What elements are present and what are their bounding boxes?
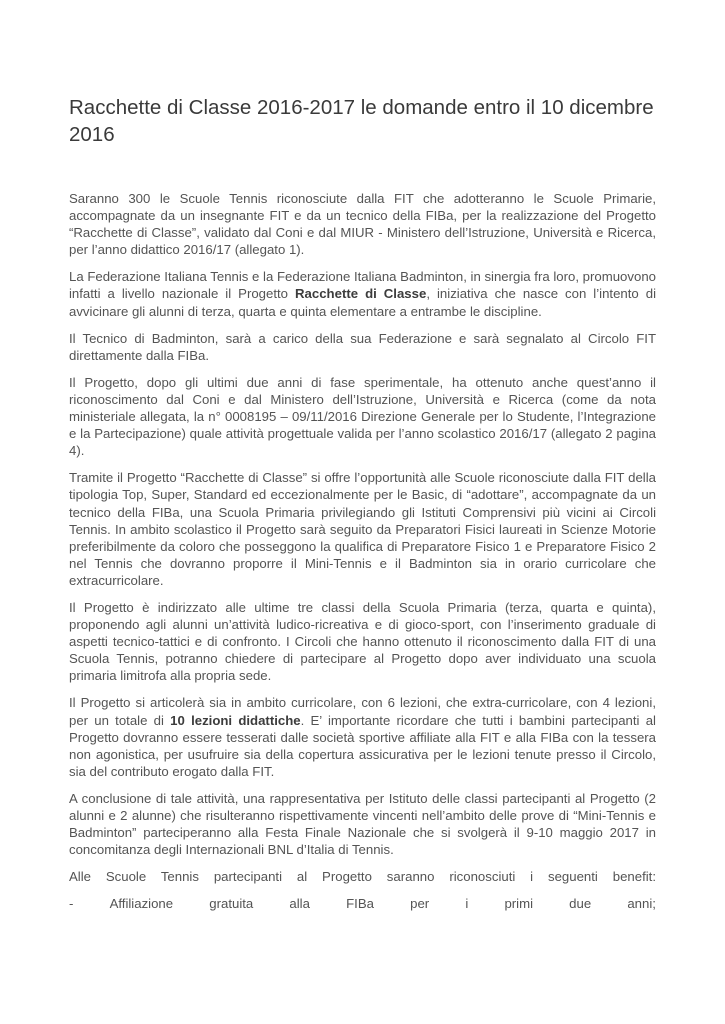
paragraph-text: Alle Scuole Tennis partecipanti al Progetto saranno riconosciuti i seguenti benefit: [69,869,656,885]
paragraph-text: , iniziativa che nasce con l’intento di avvicinare gli alunni di terza, quarta e quinta elementare a entrambe le discipline. [69,286,657,319]
body-paragraph [69,374,656,459]
benefit-word: FIBa [346,896,374,912]
benefit-word: i [465,896,469,912]
benefit-word: Affiliazione [109,896,174,912]
paragraph-text: Il Progetto si articolerà sia in ambito curricolare, con 6 lezioni, che extra-curricolare, con 4 lezioni, per un totale di [69,695,656,728]
body-paragraph [69,330,656,364]
body-paragraph [69,599,656,684]
body-paragraph [69,868,656,885]
benefit-word: alla [289,896,310,912]
paragraph-text: Il Tecnico di Badminton, sarà a carico della sua Federazione e sarà segnalato al Circolo FIT direttamente dalla FIBa. [69,330,656,363]
page-title: Racchette di Classe 2016-2017 le domande entro il 10 dicembre 2016 [69,96,654,146]
body-paragraph [69,190,656,258]
body-paragraph [69,268,656,319]
benefit-word: primi [504,896,534,912]
benefit-word: per [410,896,430,912]
paragraph-text: Saranno 300 le Scuole Tennis riconosciute dalla FIT che adotteranno le Scuole Primarie, accompagnate da un insegnante FIT e da un tecnico della FIBa, per la realizzazione del Progetto “Racchette di Classe”, validato dal Coni e dal MIUR - Ministero dell’Istruzione, Università e Ricerca, per l’anno didattico 2016/17 (allegato 1). [69,191,656,258]
bold-text: Racchette di Classe [295,286,427,302]
article-body [69,190,656,885]
paragraph-text: Tramite il Progetto “Racchette di Classe” si offre l’opportunità alle Scuole riconosciute dalla FIT della tipologia Top, Super, Standard ed eccezionalmente per le Basic, di “adottare”, accompagnate da un tecnico della FIBa, una Scuola Primaria privilegiando gli Istituti Comprensivi più vicini ai Circoli Tennis. In ambito scolastico il Progetto sarà seguito da Preparatori Fisici laureati in Scienze Motorie preferibilmente da coloro che posseggono la qualifica di Preparatore Fisico 1 e Preparatore Fisico 2 nel Tennis che dovranno proporre il Mini-Tennis e il Badminton sia in orario curricolare che extracurricolare. [69,470,656,588]
benefit-list-item [69,895,656,912]
benefit-word: anni; [627,896,656,912]
paragraph-text: Il Progetto è indirizzato alle ultime tre classi della Scuola Primaria (terza, quarta e quinta), proponendo agli alunni un’attività ludico-ricreativa e di gioco-sport, con l’inserimento graduale di aspetti tecnico-tattici e di confronto. I Circoli che hanno ottenuto il riconoscimento dalla FIT di una Scuola Tennis, potranno chiedere di partecipare al Progetto dopo aver individuato una scuola primaria limitrofa alla propria sede. [69,599,656,684]
benefit-word: - [69,896,74,912]
paragraph-text: La Federazione Italiana Tennis e la Federazione Italiana Badminton, in sinergia fra loro, promuovono infatti a livello nazionale il Progetto [69,269,656,302]
document-page [69,94,656,912]
benefit-word: gratuita [209,896,254,912]
benefit-word: due [569,896,592,912]
bold-text: 10 lezioni didattiche [170,712,301,728]
body-paragraph [69,469,656,589]
paragraph-text: . E’ importante ricordare che tutti i bambini partecipanti al Progetto dovranno essere tesserati dalle società sportive affiliate alla FIT e alla FIBa con la tessera non agonistica, per usufruire sia della copertura assicurativa per le lezioni tenute presso il Circolo, sia del contributo erogato dalla FIT. [69,712,656,779]
paragraph-text: A conclusione di tale attività, una rappresentativa per Istituto delle classi partecipanti al Progetto (2 alunni e 2 alunne) che risulteranno rispettivamente vincenti nell’ambito delle prove di “Mini-Tennis e Badminton” parteciperanno alla Festa Finale Nazionale che si svolgerà il 9-10 maggio 2017 in concomitanza degli Internazionali BNL d’Italia di Tennis. [69,790,656,858]
body-paragraph [69,790,656,858]
paragraph-text: Il Progetto, dopo gli ultimi due anni di fase sperimentale, ha ottenuto anche quest’anno il riconoscimento dal Coni e dal Ministero dell’Istruzione, Università e Ricerca (come da nota ministeriale allegata, la n° 0008195 – 09/11/2016 Direzione Generale per lo Studente, l’Integrazione e la Partecipazione) quale attività progettuale valida per l’anno scolastico 2016/17 (allegato 2 pagina 4). [69,374,656,459]
body-paragraph [69,694,656,779]
